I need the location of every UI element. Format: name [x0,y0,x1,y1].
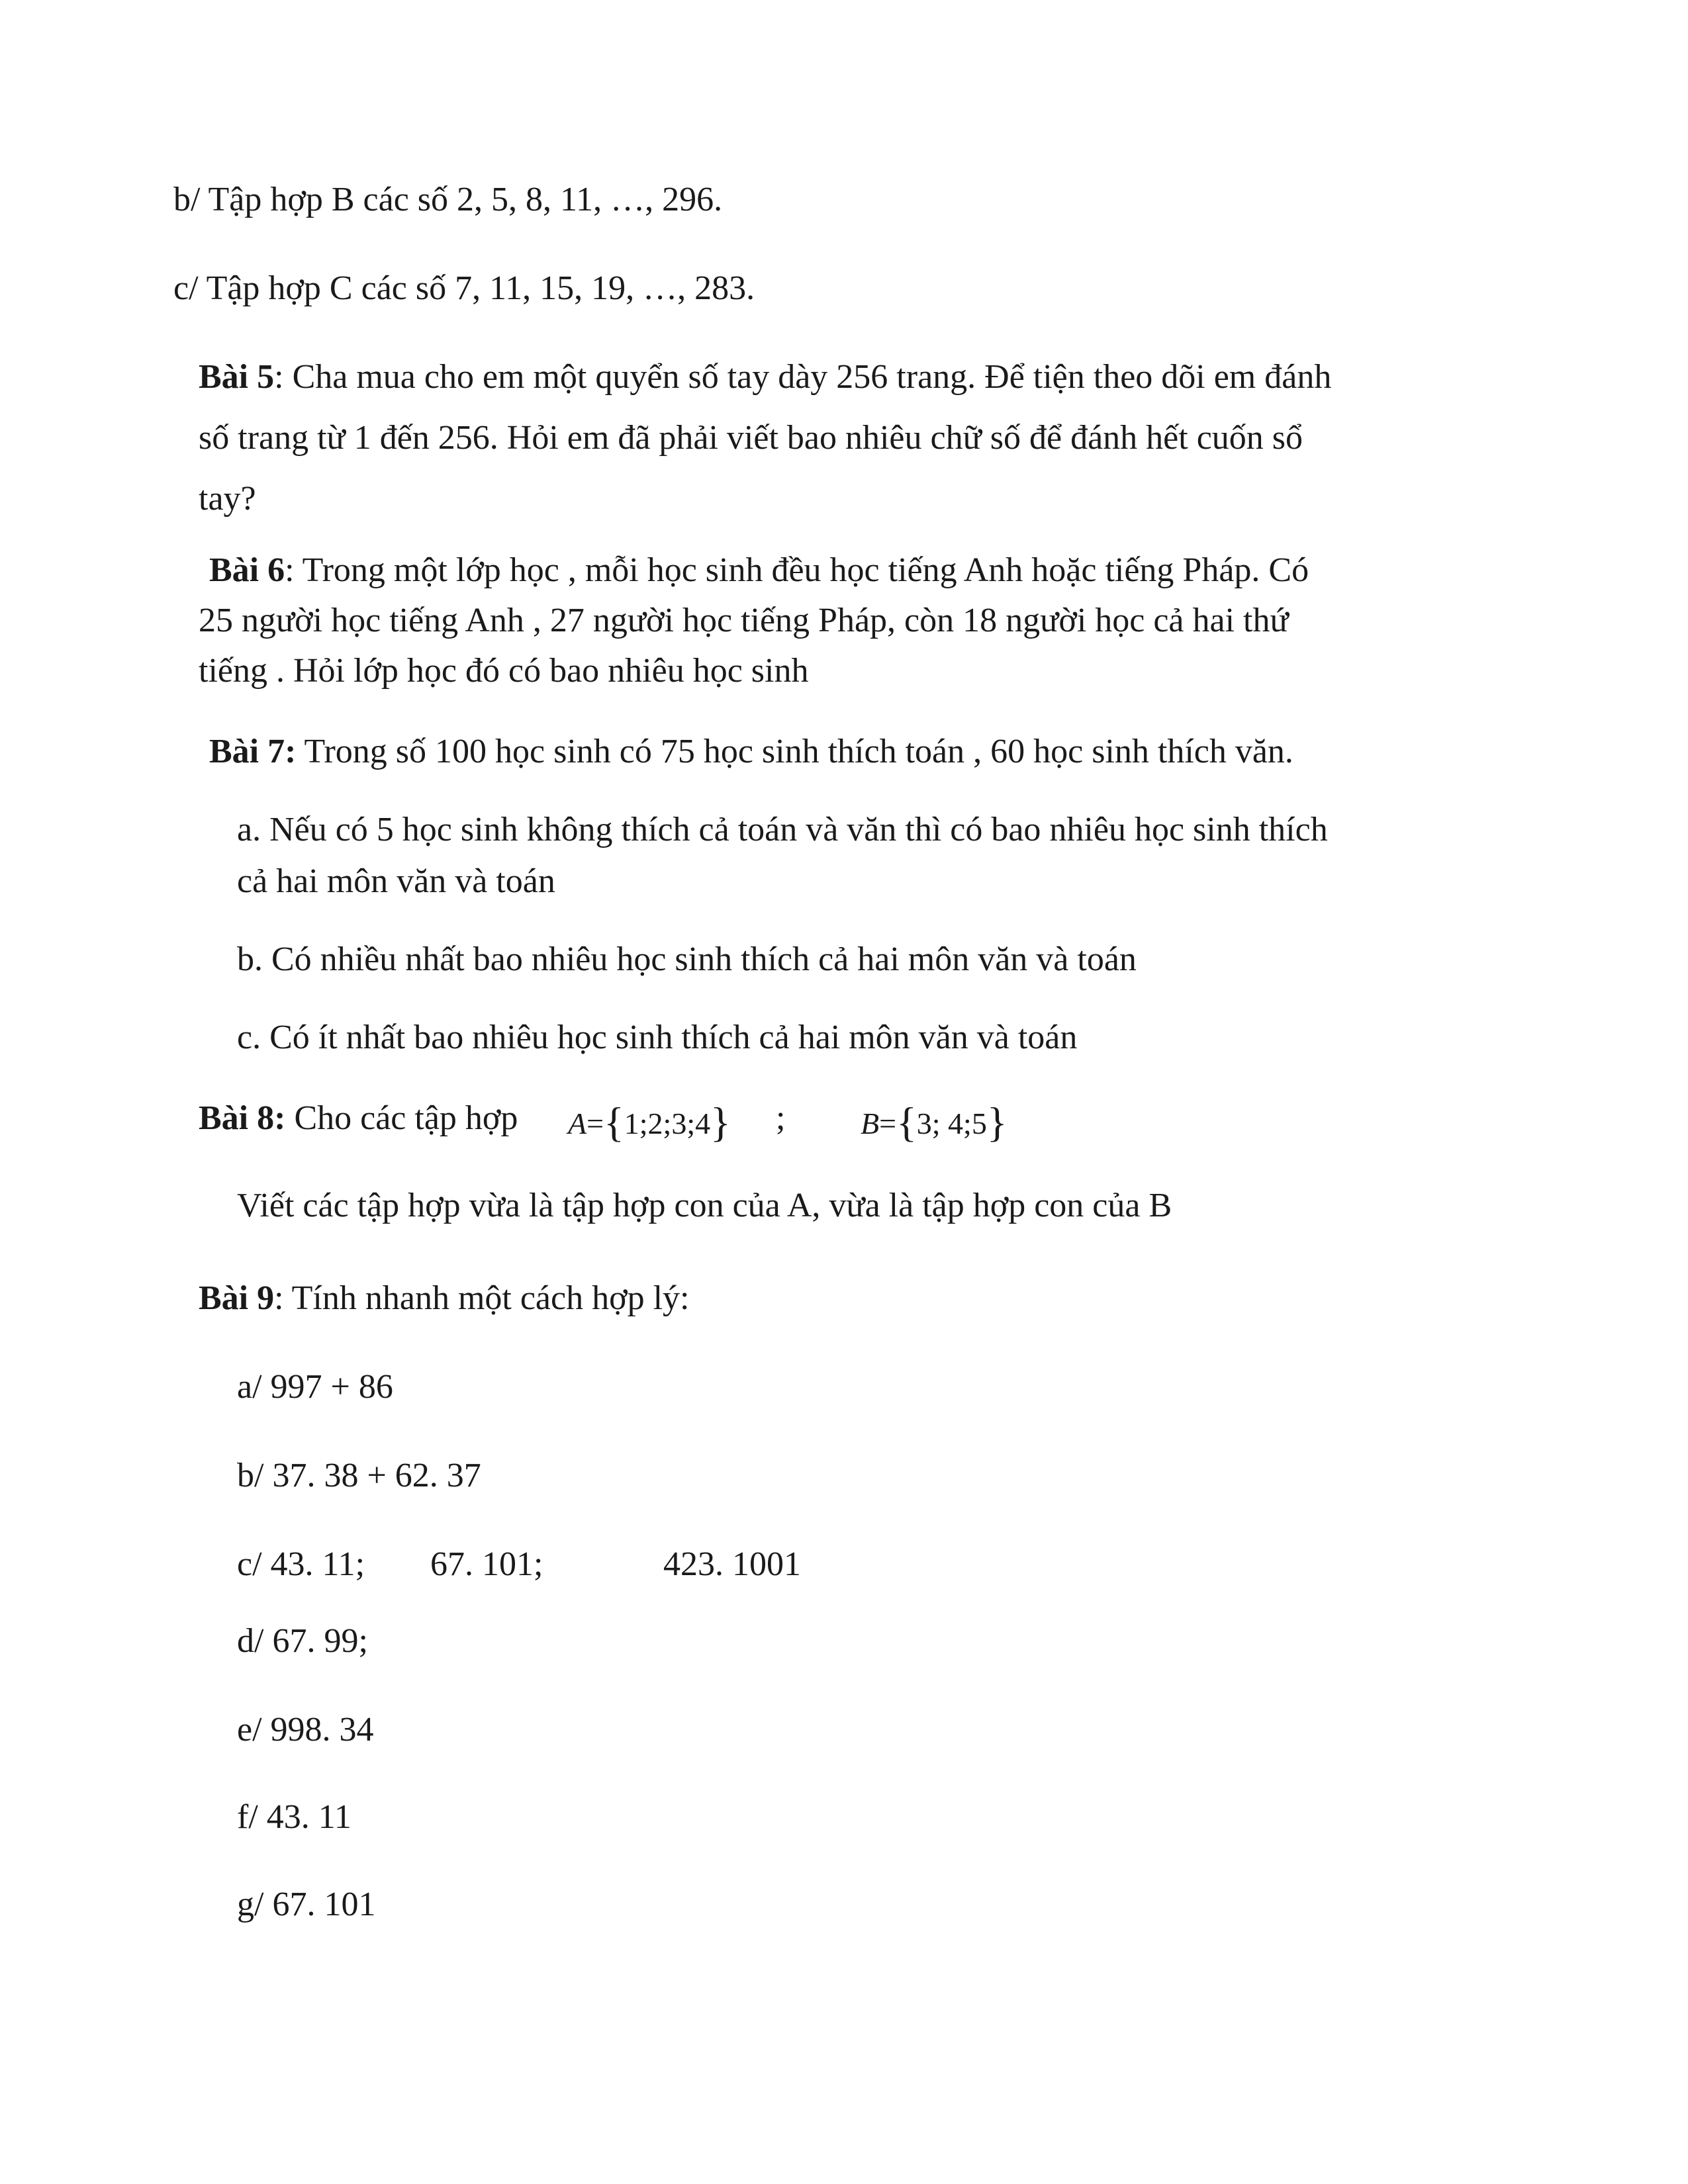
bai9-label: Bài 9 [199,1279,275,1317]
set-a-elements: 1;2;3;4 [624,1107,711,1140]
bai8-label: Bài 8: [199,1099,286,1137]
bai7-part-b: b. Có nhiều nhất bao nhiêu học sinh thích cả hai môn văn và toán [237,940,1137,978]
set-a-close-brace: } [710,1099,731,1146]
set-a-equals: = [586,1107,604,1140]
set-b-line: b/ Tập hợp B các số 2, 5, 8, 11, …, 296. [173,181,723,218]
bai9-part-f: f/ 43. 11 [237,1798,352,1836]
bai6-line-3: tiếng . Hỏi lớp học đó có bao nhiêu học sinh [199,652,809,690]
bai9-part-a: a/ 997 + 86 [237,1368,393,1406]
set-b-equals: = [879,1107,897,1140]
bai6-line-2: 25 người học tiếng Anh , 27 người học tiếng Pháp, còn 18 người học cả hai thứ [199,602,1289,639]
bai8-task: Viết các tập hợp vừa là tập hợp con của A, vừa là tập hợp con của B [237,1187,1172,1224]
bai5-line-2: số trang từ 1 đến 256. Hỏi em đã phải viết bao nhiêu chữ số để đánh hết cuốn sổ [199,419,1303,457]
bai9-line-1 [199,1281,689,1316]
bai5-line-1 [199,360,1331,394]
bai9-part-g: g/ 67. 101 [237,1886,376,1923]
bai9-intro: : Tính nhanh một cách hợp lý: [274,1279,690,1317]
bai8-intro: Cho các tập hợp [285,1099,518,1137]
bai7-part-a-line-2: cả hai môn văn và toán [237,862,555,900]
set-a-notation [568,1099,731,1146]
bai6-line-1 [209,553,1309,588]
set-separator: ; [776,1099,786,1137]
bai7-line-1 [209,735,1293,769]
set-b-open-brace: { [896,1099,917,1146]
bai9-part-c-1: c/ 43. 11; [237,1545,365,1583]
bai9-part-c-2: 67. 101; [430,1545,543,1583]
bai9-part-d: d/ 67. 99; [237,1622,368,1660]
set-a-name: A [568,1107,587,1140]
bai6-label: Bài 6 [209,551,285,589]
bai8-line-1 [199,1101,518,1136]
bai5-line-3: tay? [199,480,256,518]
set-a-open-brace: { [604,1099,624,1146]
set-b-close-brace: } [986,1099,1008,1146]
set-b-elements: 3; 4;5 [916,1107,987,1140]
bai7-label: Bài 7: [209,733,297,770]
bai6-text-1: : Trong một lớp học , mỗi học sinh đều học tiếng Anh hoặc tiếng Pháp. Có [285,551,1309,589]
set-b-name: B [861,1107,880,1140]
bai5-label: Bài 5 [199,358,275,396]
bai5-text-1: : Cha mua cho em một quyển số tay dày 256 trang. Để tiện theo dõi em đánh [274,358,1332,396]
set-b-notation [861,1099,1008,1146]
bai7-part-c: c. Có ít nhất bao nhiêu học sinh thích cả hai môn văn và toán [237,1019,1078,1056]
bai9-part-c-3: 423. 1001 [663,1545,801,1583]
bai7-part-a-line-1: a. Nếu có 5 học sinh không thích cả toán và văn thì có bao nhiêu học sinh thích [237,811,1328,848]
bai7-text-1: Trong số 100 học sinh có 75 học sinh thích toán , 60 học sinh thích văn. [296,733,1293,770]
bai9-part-b: b/ 37. 38 + 62. 37 [237,1457,481,1494]
set-c-line: c/ Tập hợp C các số 7, 11, 15, 19, …, 283. [173,269,755,307]
bai9-part-e: e/ 998. 34 [237,1711,374,1749]
